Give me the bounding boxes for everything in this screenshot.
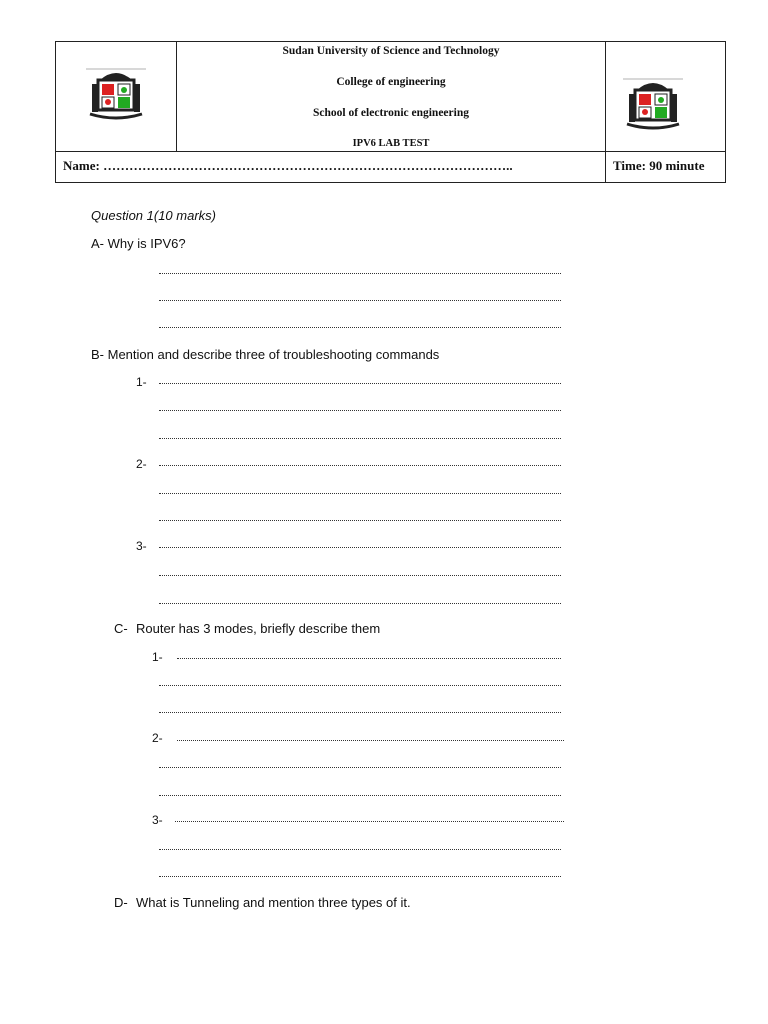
answer-line xyxy=(159,575,561,576)
answer-line xyxy=(159,876,561,877)
time-label: Time: 90 minute xyxy=(613,158,705,173)
question-c-letter: C- xyxy=(114,621,128,636)
university-crest-icon xyxy=(84,66,148,124)
test-title: IPV6 LAB TEST xyxy=(352,138,430,149)
b-item-number: 1- xyxy=(136,375,147,389)
question-title: Question 1(10 marks) xyxy=(91,208,216,223)
time-cell xyxy=(606,151,725,182)
header-title-cell xyxy=(177,42,606,151)
answer-line xyxy=(159,685,561,686)
answer-line xyxy=(159,795,561,796)
answer-line xyxy=(159,300,561,301)
college-name: College of engineering xyxy=(336,76,446,88)
answer-line xyxy=(159,849,561,850)
answer-line xyxy=(159,520,561,521)
answer-line xyxy=(177,658,561,659)
answer-line xyxy=(159,273,561,274)
university-name: Sudan University of Science and Technology xyxy=(282,45,500,57)
question-a: A- Why is IPV6? xyxy=(91,236,186,251)
question-c: Router has 3 modes, briefly describe them xyxy=(136,621,381,636)
university-crest-icon xyxy=(620,76,686,134)
answer-line xyxy=(175,821,564,822)
question-d-letter: D- xyxy=(114,895,128,910)
school-name: School of electronic engineering xyxy=(313,107,469,119)
b-item-number: 2- xyxy=(136,457,147,471)
answer-line xyxy=(159,603,561,604)
c-item-number: 1- xyxy=(152,650,163,664)
name-label: Name: ………………………………………………………………………………….. xyxy=(63,158,513,173)
answer-line xyxy=(159,712,561,713)
answer-line xyxy=(159,767,561,768)
right-logo-cell xyxy=(606,42,725,151)
b-item-number: 3- xyxy=(136,539,147,553)
answer-line xyxy=(159,465,561,466)
c-item-number: 2- xyxy=(152,731,163,745)
answer-line xyxy=(159,493,561,494)
answer-line xyxy=(159,383,561,384)
question-b: B- Mention and describe three of troubleshooting commands xyxy=(91,347,440,362)
answer-line xyxy=(159,410,561,411)
answer-line xyxy=(177,740,564,741)
answer-line xyxy=(159,547,561,548)
question-d: What is Tunneling and mention three types of it. xyxy=(136,895,411,910)
answer-line xyxy=(159,327,561,328)
name-field-cell xyxy=(56,151,606,182)
exam-header-table xyxy=(55,41,726,183)
answer-line xyxy=(159,438,561,439)
c-item-number: 3- xyxy=(152,813,163,827)
left-logo-cell xyxy=(56,42,177,151)
